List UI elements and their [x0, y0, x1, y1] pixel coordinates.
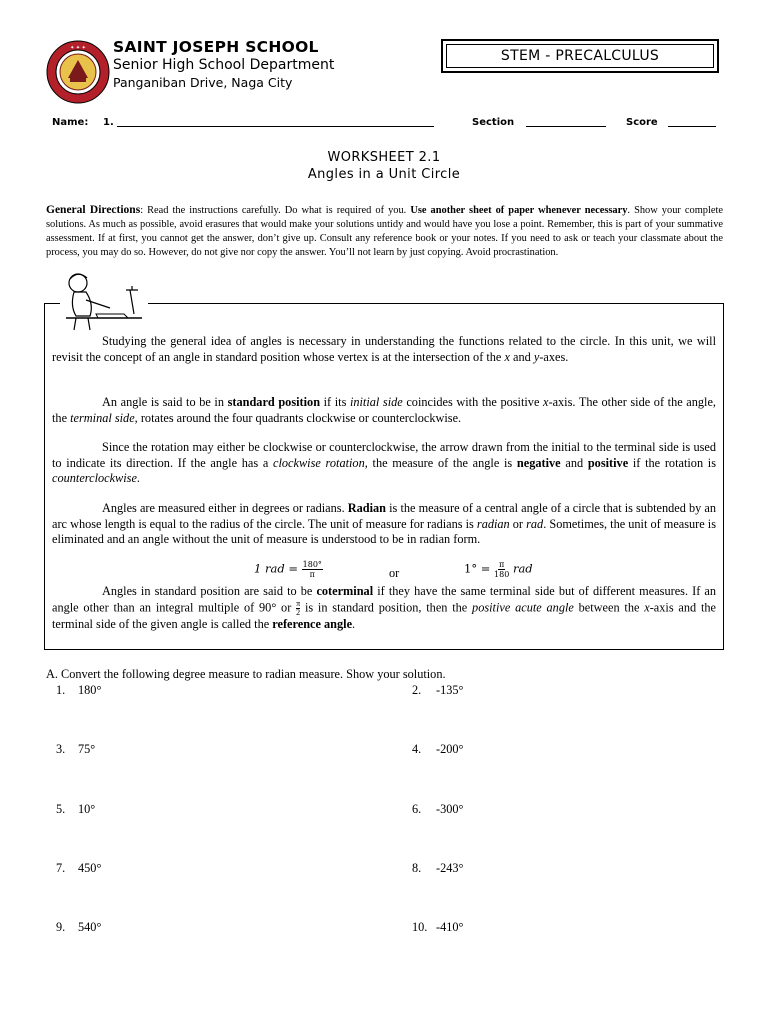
- exercise-item-value: 450°: [78, 861, 102, 875]
- exercise-item-value: 75°: [78, 742, 96, 756]
- exercise-item-number: 8.: [412, 861, 422, 875]
- exercise-item-value: 10°: [78, 802, 96, 816]
- school-name: SAINT JOSEPH SCHOOL: [113, 38, 319, 56]
- lesson-paragraph-1: Studying the general idea of angles is necessary in understanding the functions related to the circle. In this unit, we will revisit the concept of an angle in standard position whose vertex is at the intersection of the x and y-axes.: [52, 334, 716, 364]
- exercise-item-value: -300°: [436, 802, 464, 816]
- directions-emphasis: Use another sheet of paper whenever necessary: [410, 205, 628, 216]
- name-field[interactable]: [117, 117, 434, 127]
- subject-box: [441, 39, 719, 73]
- name-label: Name:: [52, 117, 89, 128]
- formula-deg-to-rad: 1° = $\frac{\pi}{180}$ rad: [464, 560, 533, 579]
- directions-heading: General Directions: [46, 204, 141, 216]
- exercise-item-number: 9.: [56, 920, 66, 934]
- school-seal-logo: [46, 40, 110, 104]
- formula-or: or: [389, 566, 400, 580]
- section-label: Section: [472, 117, 515, 128]
- exercise-item-number: 2.: [412, 683, 422, 697]
- exercise-item-value: 180°: [78, 683, 102, 697]
- exercise-item-value: -243°: [436, 861, 464, 875]
- worksheet-title: WORKSHEET 2.1: [327, 150, 441, 165]
- general-directions: [46, 203, 723, 260]
- exercise-item-number: 3.: [56, 742, 66, 756]
- score-field[interactable]: [668, 117, 716, 127]
- lesson-paragraph-5: Angles in standard position are said to be coterminal if they have the same terminal side but of different measures. If an angle other than an integral multiple of 90° or $\frac{\pi}{2}$ is in standard position, then the positive acute angle between the x-axis and the terminal side of the given angle is called the reference angle.: [52, 584, 716, 631]
- formula-rad-to-deg: 1 rad = $\frac{180^\circ}{\pi}$: [254, 560, 322, 579]
- svg-text:✦ ✦ ✦: ✦ ✦ ✦: [70, 45, 86, 51]
- score-label: Score: [626, 117, 658, 128]
- section-field[interactable]: [526, 117, 606, 127]
- section-a-instruction: A. Convert the following degree measure to radian measure. Show your solution.: [46, 667, 446, 681]
- worksheet-subtitle: Angles in a Unit Circle: [307, 167, 461, 182]
- exercise-item-value: -410°: [436, 920, 464, 934]
- lesson-box: [44, 303, 724, 650]
- exercise-item-number: 10.: [412, 920, 428, 934]
- subject-label: STEM - PRECALCULUS: [446, 44, 714, 68]
- school-address: Panganiban Drive, Naga City: [113, 75, 293, 90]
- lesson-paragraph-4: Angles are measured either in degrees or radians. Radian is the measure of a central angle of a circle that is subtended by an arc whose length is equal to the radius of the circle. The unit of measure for radians is radian or rad. Sometimes, the unit of measure is eliminated and an angle without the unit of measure is understood to be in radian form.: [52, 501, 717, 547]
- department-name: Senior High School Department: [113, 57, 335, 73]
- lesson-paragraph-3: Since the rotation may either be clockwise or counterclockwise, the arrow drawn from the initial to the terminal side is used to indicate its direction. If the angle has a clockwise rotation, the measure of the angle is negative and positive if the rotation is counterclockwise.: [52, 440, 717, 486]
- exercise-item-value: -135°: [436, 683, 464, 697]
- directions-text: : Read the instructions carefully. Do what is required of you.: [140, 205, 411, 216]
- exercise-item-number: 6.: [412, 802, 422, 816]
- directions-text-2: . Show your complete solutions. As much as possible, avoid erasures that would make your solutions untidy and would have you lose a point. Remember, this is part of your summative assessment. If at first, you cannot get the answer, don’t give up. Consult any reference book or your notes. If you need to ask or teach your classmate about the process, you may do so. However, do not give nor copy the answer. You’ll not learn by just copying. Avoid procrastination.: [46, 205, 723, 258]
- exercise-item-value: 540°: [78, 920, 102, 934]
- exercise-item-number: 1.: [56, 683, 66, 697]
- exercise-item-value: -200°: [436, 742, 464, 756]
- exercise-item-number: 5.: [56, 802, 66, 816]
- lesson-paragraph-2: An angle is said to be in standard position if its initial side coincides with the positive x-axis. The other side of the angle, the terminal side, rotates around the four quadrants clockwise or counterclockwise.: [52, 395, 716, 425]
- student-writing-clipart: [60, 270, 148, 332]
- exercise-item-number: 7.: [56, 861, 66, 875]
- name-number: 1.: [103, 117, 114, 128]
- exercise-item-number: 4.: [412, 742, 422, 756]
